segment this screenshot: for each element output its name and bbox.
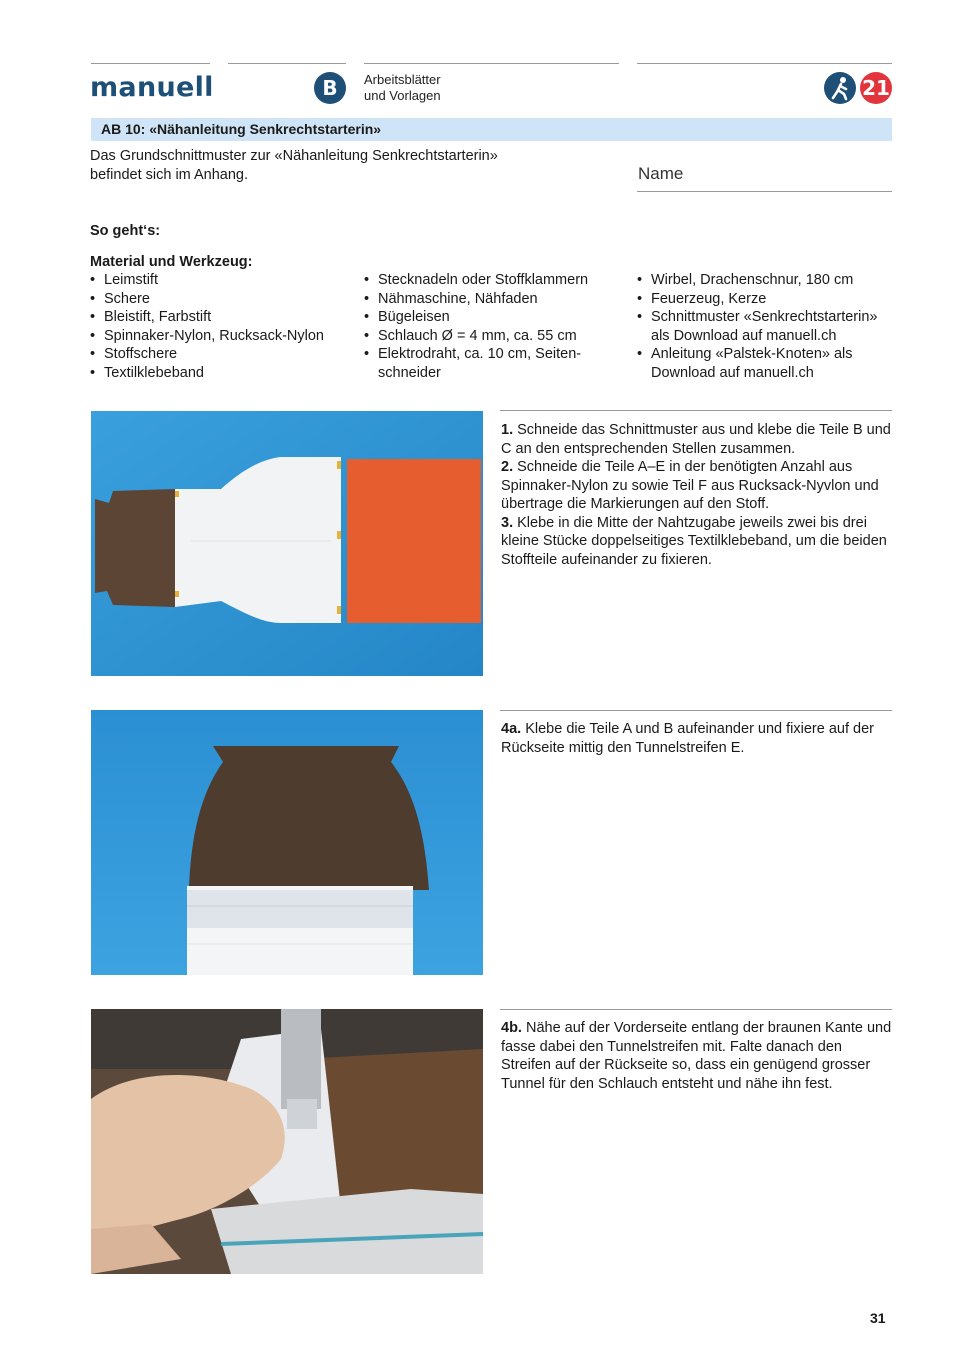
photo-tunnel-strip (91, 710, 483, 975)
worksheet-title: AB 10: «Nähanleitung Senkrechtstarterin» (91, 118, 892, 141)
lehrplan21-badge (824, 70, 894, 106)
step-3-text: Klebe in die Mitte der Nahtzugabe jeweils zwei bis drei kleine Stücke doppelseitiges Textilklebeband, um die beiden Stoffteile aufeinander zu fixieren. (501, 514, 887, 568)
name-label: Name (638, 164, 684, 183)
materials-list-2 (364, 271, 624, 382)
materials-heading: Material und Werkzeug: (90, 254, 253, 270)
step-1 (501, 421, 893, 458)
list-item: • Wirbel, Drachenschnur, 180 cm (637, 271, 907, 290)
step-1-text: Schneide das Schnittmuster aus und klebe die Teile B und C an den entsprechenden Stellen zusammen. (501, 422, 891, 457)
step-4a-number: 4a. (501, 721, 522, 737)
step4a-rule (500, 710, 892, 711)
photo-sewing-machine (91, 1009, 483, 1274)
intro-line2: befindet sich im Anhang. (90, 166, 248, 183)
step4b-rule (500, 1009, 892, 1010)
list-item: • Schlauch Ø = 4 mm, ca. 55 cm (364, 327, 624, 346)
section-title (364, 72, 441, 104)
list-item: • Spinnaker-Nylon, Rucksack-Nylon (90, 327, 350, 346)
header-rule-2 (228, 63, 346, 64)
header-rule-4 (637, 63, 892, 64)
howto-heading: So geht‘s: (90, 223, 161, 239)
step-1-number: 1. (501, 422, 514, 438)
step-4b-text: Nähe auf der Vorderseite entlang der braunen Kante und fasse dabei den Tunnelstreifen mit. Falte danach den Streifen auf der Rückseite so, dass ein genügend grosser Tunnel für den Schlauch entsteht und nähe ihn fest. (501, 1020, 892, 1092)
step-4b-number: 4b. (501, 1020, 522, 1036)
list-item: • Leimstift (90, 271, 350, 290)
logo: manuell (90, 72, 214, 103)
step-3 (501, 514, 893, 570)
list-item: • Nähmaschine, Nähfaden (364, 290, 624, 309)
step-4b (501, 1019, 893, 1093)
step-2 (501, 458, 893, 514)
step1-rule (500, 410, 892, 411)
steps-1-3 (501, 421, 893, 569)
list-item: • Elektrodraht, ca. 10 cm, Seiten- schneider (364, 345, 624, 382)
person-icon (824, 72, 856, 104)
list-item: • Stecknadeln oder Stoffklammern (364, 271, 624, 290)
materials-list-3 (637, 271, 907, 382)
list-item: • Feuerzeug, Kerze (637, 290, 907, 309)
step-4a (501, 720, 893, 757)
name-line (637, 191, 892, 192)
section-title-line1: Arbeitsblätter (364, 72, 441, 87)
list-item: • Schere (90, 290, 350, 309)
step-4a-text: Klebe die Teile A und B aufeinander und fixiere auf der Rückseite mittig den Tunnelstreifen E. (501, 721, 874, 756)
badge-number: 21 (860, 72, 892, 104)
list-item: • Anleitung «Palstek-Knoten» als Download auf manuell.ch (637, 345, 907, 382)
step-2-number: 2. (501, 459, 514, 475)
list-item: • Schnittmuster «Senkrechtstarterin» als Download auf manuell.ch (637, 308, 907, 345)
photo-cut-pieces (91, 411, 483, 676)
list-item: • Bügeleisen (364, 308, 624, 327)
section-title-line2: und Vorlagen (364, 88, 441, 103)
list-item: • Stoffschere (90, 345, 350, 364)
intro-line1: Das Grundschnittmuster zur «Nähanleitung Senkrechtstarterin» (90, 148, 498, 164)
page-number: 31 (870, 1310, 886, 1326)
step-3-number: 3. (501, 514, 514, 531)
step-2-text: Schneide die Teile A–E in der benötigten Anzahl aus Spinnaker-Nylon zu sowie Teil F aus Rucksack-Nyvlon und übertrage die Markierungen auf den Stoff. (501, 459, 879, 512)
materials-list-1 (90, 271, 350, 382)
list-item: • Textilklebeband (90, 364, 350, 383)
header-rule-1 (91, 63, 210, 64)
header-rule-3 (364, 63, 619, 64)
intro-text (90, 147, 610, 184)
list-item: • Bleistift, Farbstift (90, 308, 350, 327)
section-badge: B (314, 72, 346, 104)
